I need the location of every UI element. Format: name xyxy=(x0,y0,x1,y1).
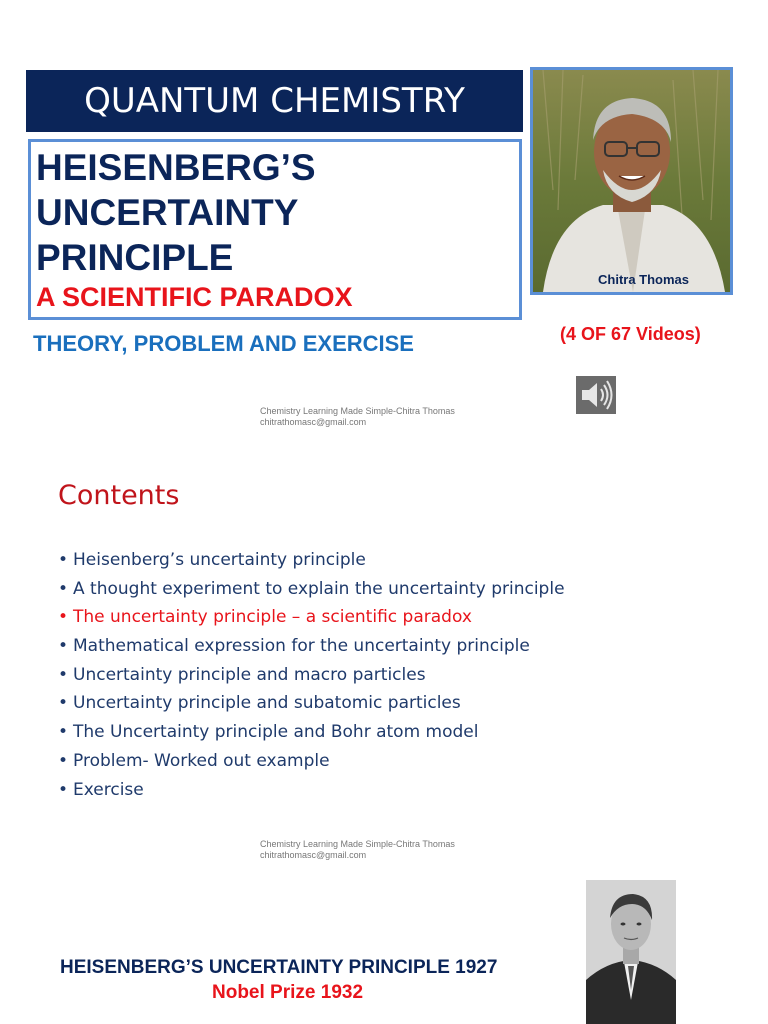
presenter-caption: Chitra Thomas xyxy=(598,272,690,287)
contents-item-label: Uncertainty principle and subatomic particles xyxy=(73,693,461,714)
contents-item xyxy=(58,747,565,776)
slide-title: HEISENBERG’S UNCERTAINTY PRINCIPLE xyxy=(36,147,316,278)
contents-item-label: Uncertainty principle and macro particles xyxy=(73,664,426,685)
bullet-icon: • xyxy=(58,636,69,657)
slide-subtitle: A SCIENTIFIC PARADOX xyxy=(36,282,353,312)
contents-item-label: Problem- Worked out example xyxy=(73,750,330,771)
contents-item-label: A thought experiment to explain the uncertainty principle xyxy=(73,578,565,599)
bullet-icon: • xyxy=(58,550,69,570)
course-header: QUANTUM CHEMISTRY xyxy=(26,70,523,132)
slide-title: HEISENBERG’S UNCERTAINTY PRINCIPLE 1927 xyxy=(60,957,498,978)
tagline: THEORY, PROBLEM AND EXERCISE xyxy=(33,331,414,356)
portrait-photo xyxy=(586,880,676,1024)
contents-item xyxy=(58,661,565,690)
bullet-icon: • xyxy=(58,750,69,771)
presenter-photo xyxy=(530,67,733,295)
slide-footer: Chemistry Learning Made Simple-Chitra Thomas chitrathomasc@gmail.com xyxy=(260,406,455,427)
contents-item xyxy=(58,689,565,718)
contents-item xyxy=(58,546,565,575)
contents-item-label: The uncertainty principle – a scientific paradox xyxy=(73,607,472,628)
contents-item xyxy=(58,603,565,632)
speaker-icon[interactable] xyxy=(576,376,616,414)
contents-item-label: The Uncertainty principle and Bohr atom model xyxy=(73,722,479,743)
contents-item xyxy=(58,632,565,661)
contents-title: Contents xyxy=(58,480,180,511)
bullet-icon: • xyxy=(58,578,69,599)
bullet-icon: • xyxy=(58,664,69,685)
bullet-icon: • xyxy=(58,722,69,743)
contents-item-label: Mathematical expression for the uncertainty principle xyxy=(73,636,530,657)
slide-footer: Chemistry Learning Made Simple-Chitra Thomas chitrathomasc@gmail.com xyxy=(260,839,455,860)
bullet-icon: • xyxy=(58,693,69,714)
contents-list xyxy=(58,546,565,804)
contents-item-label: Exercise xyxy=(73,779,144,800)
slide-subtitle: Nobel Prize 1932 xyxy=(212,982,364,1003)
video-count: (4 OF 67 Videos) xyxy=(560,324,701,344)
contents-item-label: Heisenberg’s uncertainty principle xyxy=(73,550,366,570)
contents-item xyxy=(58,575,565,604)
contents-item xyxy=(58,776,565,805)
bullet-icon: • xyxy=(58,779,69,800)
bullet-icon: • xyxy=(58,607,69,628)
contents-item xyxy=(58,718,565,747)
